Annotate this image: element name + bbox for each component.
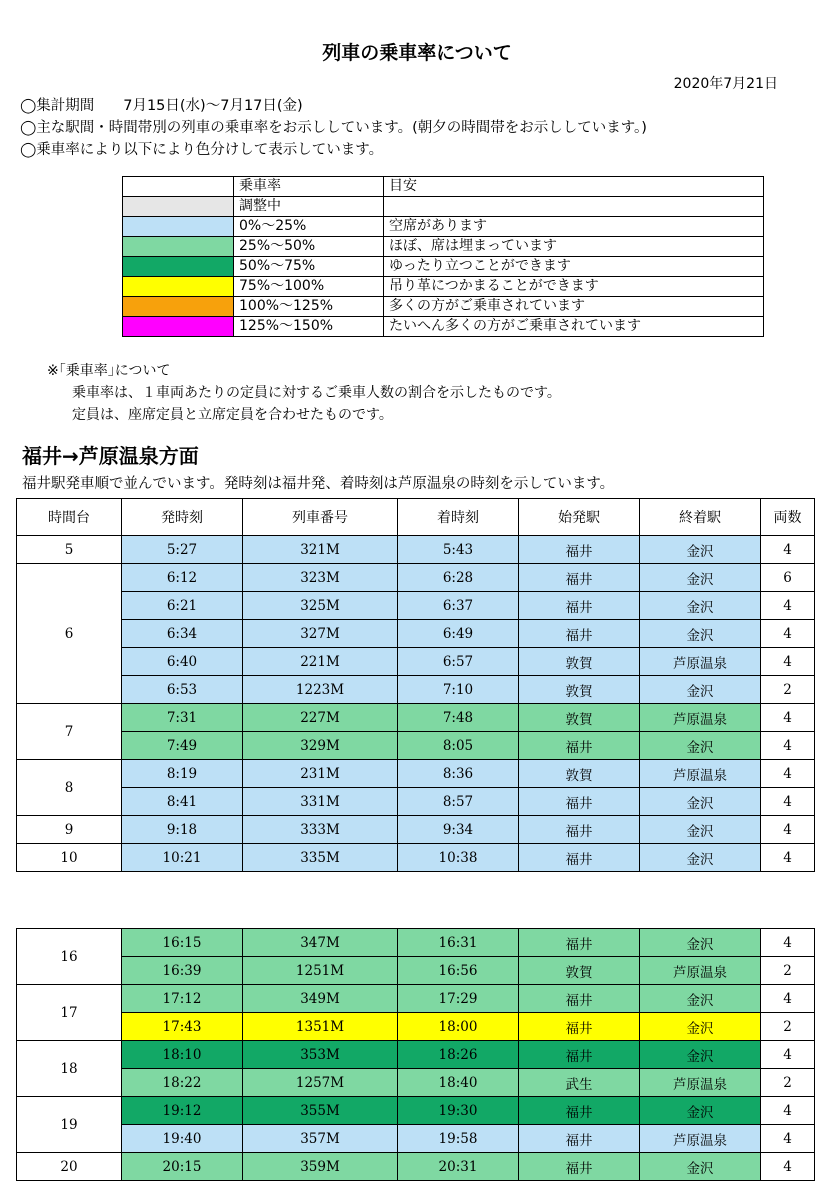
hour-cell: 10 xyxy=(17,844,122,872)
departure-time: 17:43 xyxy=(122,1013,243,1041)
table-row xyxy=(17,760,815,788)
departure-time: 6:12 xyxy=(122,564,243,592)
timetable-evening xyxy=(16,928,815,1181)
table-row xyxy=(17,1013,815,1041)
table-row xyxy=(17,1097,815,1125)
destination-station: 金沢 xyxy=(640,929,761,957)
arrival-time: 7:48 xyxy=(398,704,519,732)
hour-cell: 19 xyxy=(17,1097,122,1153)
table-row xyxy=(17,704,815,732)
train-number: 359M xyxy=(243,1153,398,1181)
destination-station: 金沢 xyxy=(640,788,761,816)
arrival-time: 10:38 xyxy=(398,844,519,872)
train-number: 353M xyxy=(243,1041,398,1069)
legend-guide: ゆったり立つことができます xyxy=(384,257,764,277)
train-number: 355M xyxy=(243,1097,398,1125)
train-number: 325M xyxy=(243,592,398,620)
origin-station: 敦賀 xyxy=(519,760,640,788)
table-row xyxy=(17,788,815,816)
hour-cell: 18 xyxy=(17,1041,122,1097)
col-header-cars: 両数 xyxy=(761,499,815,536)
legend-rate: 調整中 xyxy=(234,197,384,217)
origin-station: 福井 xyxy=(519,1125,640,1153)
origin-station: 福井 xyxy=(519,1153,640,1181)
train-number: 231M xyxy=(243,760,398,788)
origin-station: 武生 xyxy=(519,1069,640,1097)
table-row xyxy=(17,816,815,844)
origin-station: 福井 xyxy=(519,564,640,592)
train-number: 1251M xyxy=(243,957,398,985)
hour-cell: 6 xyxy=(17,564,122,704)
train-number: 331M xyxy=(243,788,398,816)
table-row xyxy=(17,929,815,957)
legend-color-swatch xyxy=(123,197,234,217)
departure-time: 17:12 xyxy=(122,985,243,1013)
car-count: 2 xyxy=(761,1013,815,1041)
hour-cell: 7 xyxy=(17,704,122,760)
destination-station: 金沢 xyxy=(640,1097,761,1125)
legend-rate: 50%～75% xyxy=(234,257,384,277)
destination-station: 芦原温泉 xyxy=(640,1125,761,1153)
table-row xyxy=(17,844,815,872)
legend-guide: ほぼ、席は埋まっています xyxy=(384,237,764,257)
legend-guide: 多くの方がご乗車されています xyxy=(384,297,764,317)
report-date: 2020年7月21日 xyxy=(673,76,778,92)
origin-station: 敦賀 xyxy=(519,648,640,676)
legend-row xyxy=(123,317,764,337)
car-count: 6 xyxy=(761,564,815,592)
departure-time: 7:49 xyxy=(122,732,243,760)
legend-row xyxy=(123,237,764,257)
origin-station: 福井 xyxy=(519,592,640,620)
train-number: 347M xyxy=(243,929,398,957)
destination-station: 金沢 xyxy=(640,676,761,704)
destination-station: 金沢 xyxy=(640,620,761,648)
note-period: ◯集計期間 7月15日(水)～7月17日(金) xyxy=(20,98,303,114)
departure-time: 16:39 xyxy=(122,957,243,985)
legend-rate: 75%～100% xyxy=(234,277,384,297)
table-row xyxy=(17,1153,815,1181)
destination-station: 芦原温泉 xyxy=(640,1069,761,1097)
hour-cell: 8 xyxy=(17,760,122,816)
table-row xyxy=(17,732,815,760)
arrival-time: 18:26 xyxy=(398,1041,519,1069)
train-number: 1351M xyxy=(243,1013,398,1041)
departure-time: 10:21 xyxy=(122,844,243,872)
departure-time: 6:40 xyxy=(122,648,243,676)
table-row xyxy=(17,957,815,985)
hour-cell: 16 xyxy=(17,929,122,985)
col-header-train-number: 列車番号 xyxy=(243,499,398,536)
car-count: 4 xyxy=(761,536,815,564)
arrival-time: 5:43 xyxy=(398,536,519,564)
legend-header-row xyxy=(123,177,764,197)
origin-station: 福井 xyxy=(519,620,640,648)
legend-rate: 0%～25% xyxy=(234,217,384,237)
destination-station: 金沢 xyxy=(640,816,761,844)
table-row xyxy=(17,648,815,676)
origin-station: 敦賀 xyxy=(519,676,640,704)
car-count: 4 xyxy=(761,816,815,844)
arrival-time: 6:37 xyxy=(398,592,519,620)
origin-station: 敦賀 xyxy=(519,704,640,732)
car-count: 4 xyxy=(761,620,815,648)
col-header-hour: 時間台 xyxy=(17,499,122,536)
section-subtitle: 福井駅発車順で並んでいます。発時刻は福井発、着時刻は芦原温泉の時刻を示しています。 xyxy=(22,476,615,492)
legend-row xyxy=(123,297,764,317)
car-count: 2 xyxy=(761,676,815,704)
arrival-time: 17:29 xyxy=(398,985,519,1013)
legend-color-swatch xyxy=(123,217,234,237)
departure-time: 6:21 xyxy=(122,592,243,620)
origin-station: 福井 xyxy=(519,1013,640,1041)
departure-time: 6:53 xyxy=(122,676,243,704)
car-count: 4 xyxy=(761,1041,815,1069)
legend-color-swatch xyxy=(123,297,234,317)
origin-station: 敦賀 xyxy=(519,957,640,985)
origin-station: 福井 xyxy=(519,536,640,564)
train-number: 357M xyxy=(243,1125,398,1153)
departure-time: 6:34 xyxy=(122,620,243,648)
arrival-time: 6:57 xyxy=(398,648,519,676)
legend-guide: 空席があります xyxy=(384,217,764,237)
legend-row xyxy=(123,277,764,297)
departure-time: 8:19 xyxy=(122,760,243,788)
timetable-morning xyxy=(16,498,815,872)
car-count: 2 xyxy=(761,1069,815,1097)
timetable-header-row xyxy=(17,499,815,536)
destination-station: 芦原温泉 xyxy=(640,957,761,985)
departure-time: 18:10 xyxy=(122,1041,243,1069)
car-count: 4 xyxy=(761,592,815,620)
train-number: 227M xyxy=(243,704,398,732)
legend-header-guide: 目安 xyxy=(384,177,764,197)
train-number: 333M xyxy=(243,816,398,844)
footnote-line-2: 定員は、座席定員と立席定員を合わせたものです。 xyxy=(72,407,393,423)
origin-station: 福井 xyxy=(519,816,640,844)
legend-color-swatch xyxy=(123,237,234,257)
arrival-time: 18:40 xyxy=(398,1069,519,1097)
destination-station: 金沢 xyxy=(640,1041,761,1069)
train-number: 329M xyxy=(243,732,398,760)
legend-color-swatch xyxy=(123,317,234,337)
table-row xyxy=(17,620,815,648)
departure-time: 19:12 xyxy=(122,1097,243,1125)
train-number: 323M xyxy=(243,564,398,592)
train-number: 335M xyxy=(243,844,398,872)
arrival-time: 8:05 xyxy=(398,732,519,760)
legend-row xyxy=(123,197,764,217)
car-count: 4 xyxy=(761,760,815,788)
footnote-line-1: 乗車率は、１車両あたりの定員に対するご乗車人数の割合を示したものです。 xyxy=(72,385,561,401)
train-number: 321M xyxy=(243,536,398,564)
arrival-time: 20:31 xyxy=(398,1153,519,1181)
destination-station: 金沢 xyxy=(640,732,761,760)
legend-guide xyxy=(384,197,764,217)
legend-rate: 125%～150% xyxy=(234,317,384,337)
destination-station: 金沢 xyxy=(640,592,761,620)
table-row xyxy=(17,1069,815,1097)
destination-station: 芦原温泉 xyxy=(640,704,761,732)
col-header-departure: 発時刻 xyxy=(122,499,243,536)
legend-table xyxy=(122,176,764,337)
car-count: 4 xyxy=(761,732,815,760)
arrival-time: 18:00 xyxy=(398,1013,519,1041)
destination-station: 金沢 xyxy=(640,985,761,1013)
origin-station: 福井 xyxy=(519,985,640,1013)
departure-time: 9:18 xyxy=(122,816,243,844)
legend-swatch-header xyxy=(123,177,234,197)
table-row xyxy=(17,985,815,1013)
origin-station: 福井 xyxy=(519,929,640,957)
destination-station: 金沢 xyxy=(640,1013,761,1041)
car-count: 4 xyxy=(761,788,815,816)
departure-time: 16:15 xyxy=(122,929,243,957)
hour-cell: 17 xyxy=(17,985,122,1041)
origin-station: 福井 xyxy=(519,788,640,816)
arrival-time: 19:30 xyxy=(398,1097,519,1125)
car-count: 4 xyxy=(761,1125,815,1153)
legend-color-swatch xyxy=(123,277,234,297)
arrival-time: 6:49 xyxy=(398,620,519,648)
legend-guide: 吊り革につかまることができます xyxy=(384,277,764,297)
arrival-time: 9:34 xyxy=(398,816,519,844)
train-number: 1223M xyxy=(243,676,398,704)
legend-guide: たいへん多くの方がご乗車されています xyxy=(384,317,764,337)
table-row xyxy=(17,1125,815,1153)
arrival-time: 16:31 xyxy=(398,929,519,957)
car-count: 4 xyxy=(761,648,815,676)
destination-station: 芦原温泉 xyxy=(640,760,761,788)
legend-rate: 100%～125% xyxy=(234,297,384,317)
section-title: 福井→芦原温泉方面 xyxy=(22,444,199,468)
page-title: 列車の乗車率について xyxy=(322,42,512,64)
departure-time: 7:31 xyxy=(122,704,243,732)
car-count: 4 xyxy=(761,844,815,872)
note-color-coding: ◯乗車率により以下により色分けして表示しています。 xyxy=(20,142,384,158)
origin-station: 福井 xyxy=(519,1097,640,1125)
hour-cell: 5 xyxy=(17,536,122,564)
departure-time: 5:27 xyxy=(122,536,243,564)
car-count: 4 xyxy=(761,985,815,1013)
table-row xyxy=(17,1041,815,1069)
destination-station: 金沢 xyxy=(640,536,761,564)
arrival-time: 8:36 xyxy=(398,760,519,788)
arrival-time: 6:28 xyxy=(398,564,519,592)
destination-station: 金沢 xyxy=(640,564,761,592)
departure-time: 19:40 xyxy=(122,1125,243,1153)
car-count: 4 xyxy=(761,1097,815,1125)
legend-color-swatch xyxy=(123,257,234,277)
origin-station: 福井 xyxy=(519,1041,640,1069)
train-number: 327M xyxy=(243,620,398,648)
table-row xyxy=(17,564,815,592)
arrival-time: 7:10 xyxy=(398,676,519,704)
arrival-time: 16:56 xyxy=(398,957,519,985)
legend-header-rate: 乗車率 xyxy=(234,177,384,197)
car-count: 4 xyxy=(761,1153,815,1181)
car-count: 4 xyxy=(761,929,815,957)
col-header-origin: 始発駅 xyxy=(519,499,640,536)
destination-station: 金沢 xyxy=(640,844,761,872)
legend-row xyxy=(123,257,764,277)
col-header-arrival: 着時刻 xyxy=(398,499,519,536)
col-header-destination: 終着駅 xyxy=(640,499,761,536)
car-count: 4 xyxy=(761,704,815,732)
hour-cell: 9 xyxy=(17,816,122,844)
train-number: 221M xyxy=(243,648,398,676)
note-description: ◯主な駅間・時間帯別の列車の乗車率をお示ししています。(朝夕の時間帯をお示ししています。) xyxy=(20,120,647,136)
arrival-time: 19:58 xyxy=(398,1125,519,1153)
departure-time: 18:22 xyxy=(122,1069,243,1097)
departure-time: 8:41 xyxy=(122,788,243,816)
destination-station: 芦原温泉 xyxy=(640,648,761,676)
train-number: 349M xyxy=(243,985,398,1013)
destination-station: 金沢 xyxy=(640,1153,761,1181)
car-count: 2 xyxy=(761,957,815,985)
arrival-time: 8:57 xyxy=(398,788,519,816)
footnote-heading: ※｢乗車率｣について xyxy=(47,363,171,379)
table-row xyxy=(17,536,815,564)
legend-row xyxy=(123,217,764,237)
table-row xyxy=(17,592,815,620)
origin-station: 福井 xyxy=(519,844,640,872)
legend-rate: 25%～50% xyxy=(234,237,384,257)
departure-time: 20:15 xyxy=(122,1153,243,1181)
table-row xyxy=(17,676,815,704)
hour-cell: 20 xyxy=(17,1153,122,1181)
train-number: 1257M xyxy=(243,1069,398,1097)
origin-station: 福井 xyxy=(519,732,640,760)
